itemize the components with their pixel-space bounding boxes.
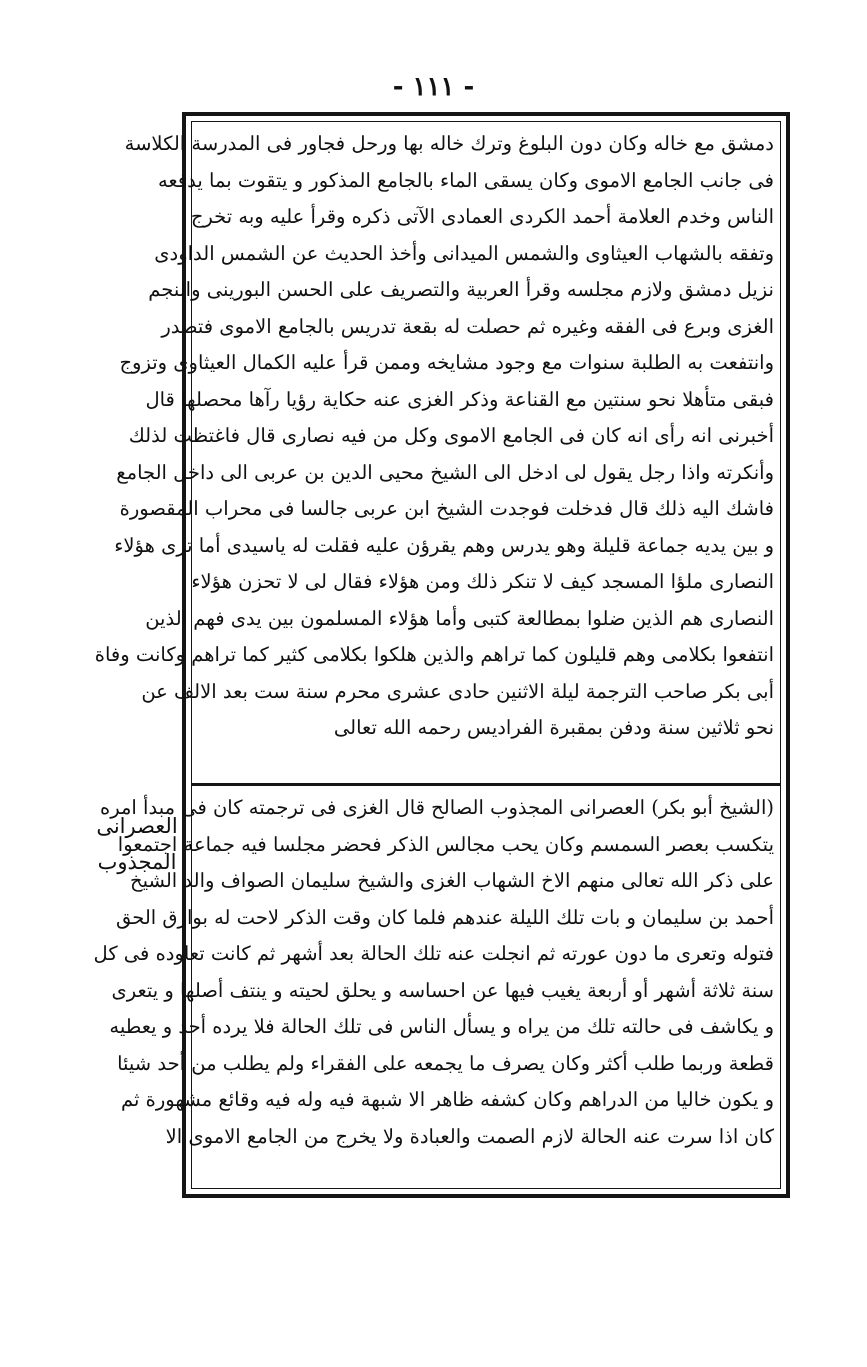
margin-note-epithet: المجذوب: [97, 850, 177, 874]
text-line: انتفعوا بكلامى وهم قليلون كما تراهم والذين هلكوا بكلامى كثير كما تراهم وكانت وفاة: [94, 643, 774, 666]
text-line: على ذكر الله تعالى منهم الاخ الشهاب الغزى والشيخ سليمان الصواف والد الشيخ: [129, 869, 774, 892]
text-line: أبى بكر صاحب الترجمة ليلة الاثنين حادى عشرى محرم سنة ست بعد الالف عن: [141, 679, 774, 703]
text-line: فاشك اليه ذلك قال فدخلت فوجدت الشيخ ابن عربى جالسا فى محراب المقصورة: [119, 497, 774, 520]
text-line: و يكون خاليا من الدراهم وكان كشفه ظاهر الا شبهة فيه وله فيه وقائع مشهورة ثم: [121, 1088, 774, 1111]
text-line: نزيل دمشق ولازم مجلسه وقرأ العربية والتصريف على الحسن البورينى والنجم: [148, 278, 774, 301]
text-line: فتوله وتعرى ما دون عورته ثم انجلت عنه تلك الحالة بعد أشهر ثم كانت تعاوده فى كل: [93, 942, 774, 965]
text-line: و بين يديه جماعة قليلة وهو يدرس وهم يقرؤن عليه فقلت له ياسيدى أما ترى هؤلاء: [114, 533, 774, 557]
text-line: وأنكرته واذا رجل يقول لى ادخل الى الشيخ محيى الدين بن عربى الى داخل الجامع: [116, 460, 774, 484]
text-line: وانتفعت به الطلبة سنوات مع وجود مشايخه وممن قرأ عليه الكمال العيثاوى وتزوج: [119, 351, 774, 374]
text-line: الناس وخدم العلامة أحمد الكردى العمادى الآتى ذكره وقرأ عليه وبه تخرج: [190, 205, 774, 228]
text-line: نحو ثلاثين سنة ودفن بمقبرة الفراديس رحمه الله تعالى: [333, 716, 774, 739]
page-number: - ١١١ -: [392, 72, 475, 102]
text-line: سنة ثلاثة أشهر أو أربعة يغيب فيها عن احساسه و يحلق لحيته و ينتف أصلها و يتعرى: [111, 978, 774, 1002]
section-divider: [191, 783, 781, 786]
text-line: أخبرنى انه رأى انه كان فى الجامع الاموى وكل من فيه نصارى قال فاغتظت لذلك: [128, 424, 774, 447]
text-line: وتفقه بالشهاب العيثاوى والشمس الميدانى وأخذ الحديث عن الشمس الداودى: [154, 241, 774, 265]
text-line: النصارى ملؤا المسجد كيف لا تنكر ذلك ومن هؤلاء فقال لى لا تحزن هؤلاء: [191, 570, 774, 593]
biography-abu-bakr-al-asrani: [93, 790, 774, 1155]
text-line: (الشيخ أبو بكر) العصرانى المجذوب الصالح قال الغزى فى ترجمته كان فى مبدأ امره: [100, 796, 774, 819]
text-line: دمشق مع خاله وكان دون البلوغ وترك خاله بها ورحل فجاور فى المدرسة الكلاسة: [124, 132, 774, 155]
text-line: يتكسب بعصر السمسم وكان يحب مجالس الذكر فحضر مجلسا فيه جماعة اجتمعوا: [117, 832, 774, 856]
text-line: فبقى متأهلا نحو سنتين مع القناعة وذكر الغزى عنه حكاية رؤيا رآها محصلها قال: [145, 387, 774, 411]
text-line: كان اذا سرت عنه الحالة لازم الصمت والعبادة ولا يخرج من الجامع الاموى الا: [165, 1124, 774, 1148]
text-line: أحمد بن سليمان و بات تلك الليلة عندهم فلما كان وقت الذكر لاحت له بوارق الحق: [116, 905, 774, 929]
text-line: الغزى وبرع فى الفقه وغيره ثم حصلت له بقعة تدريس بالجامع الاموى فتصدر: [161, 314, 774, 338]
biography-continuation: [94, 126, 774, 747]
text-line: قطعة وربما طلب أكثر وكان يصرف ما يجمعه على الفقراء ولم يطلب من أحد شيئا: [117, 1051, 774, 1075]
text-line: النصارى هم الذين ضلوا بمطالعة كتبى وأما هؤلاء المسلمون بين يدى فهم الذين: [145, 606, 774, 630]
margin-note-name: العصرانى: [96, 814, 178, 838]
text-line: و يكاشف فى حالته تلك من يراه و يسأل الناس فى تلك الحالة فلا يرده أحد و يعطيه: [109, 1015, 774, 1038]
text-line: فى جانب الجامع الاموى وكان يسقى الماء بالجامع المذكور و يتقوت بما يدفعه: [157, 168, 774, 192]
